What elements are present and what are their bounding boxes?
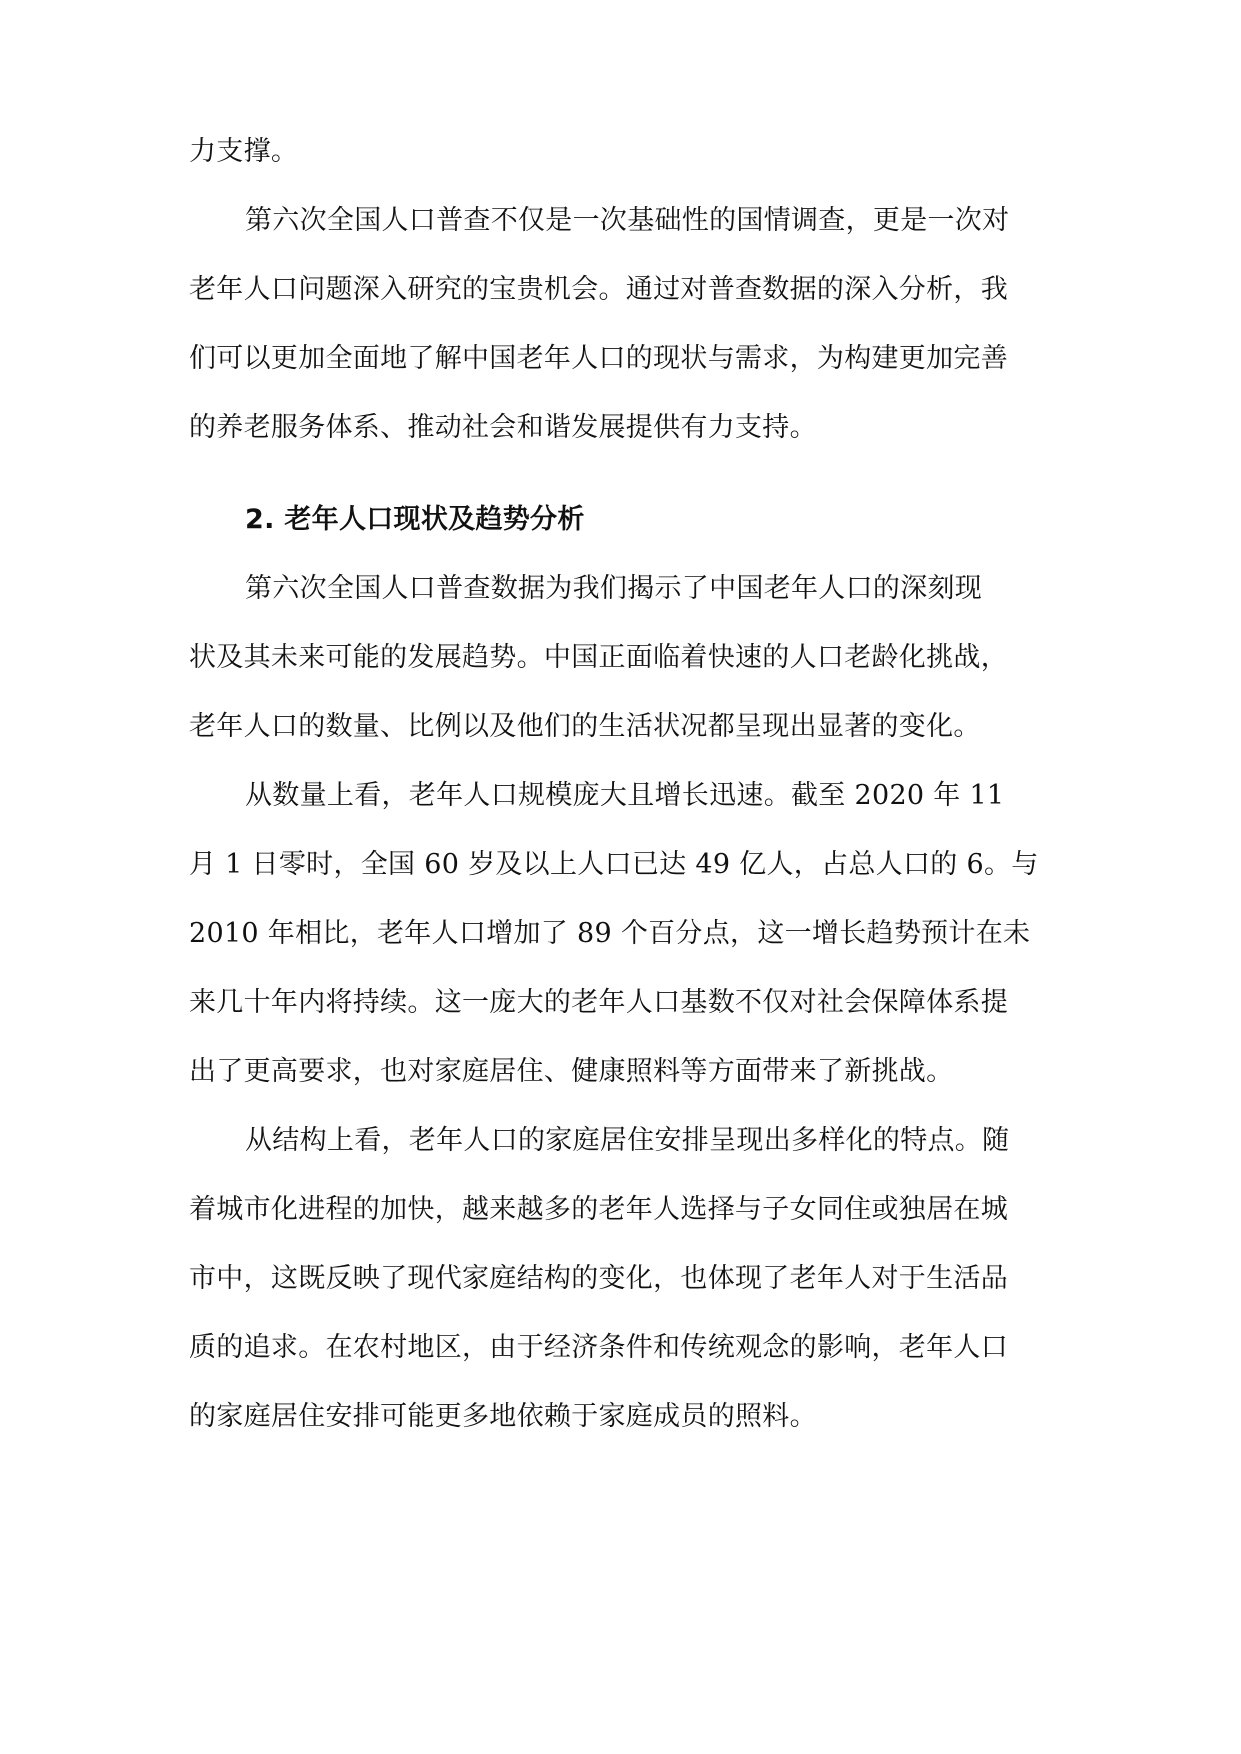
paragraph-line: 老年人口问题深入研究的宝贵机会。通过对普查数据的深入分析，我	[189, 274, 1008, 305]
paragraph-line: 状及其未来可能的发展趋势。中国正面临着快速的人口老龄化挑战，	[189, 642, 1008, 673]
paragraph-line: 的养老服务体系、推动社会和谐发展提供有力支持。	[189, 412, 817, 443]
paragraph-line: 从结构上看，老年人口的家庭居住安排呈现出多样化的特点。随	[245, 1125, 1010, 1156]
section-heading: 2. 老年人口现状及趋势分析	[245, 504, 585, 535]
paragraph-line: 第六次全国人口普查数据为我们揭示了中国老年人口的深刻现	[245, 573, 983, 604]
paragraph-line: 来几十年内将持续。这一庞大的老年人口基数不仅对社会保障体系提	[189, 987, 1008, 1018]
paragraph-line: 着城市化进程的加快，越来越多的老年人选择与子女同住或独居在城	[189, 1194, 1008, 1225]
paragraph-line: 们可以更加全面地了解中国老年人口的现状与需求，为构建更加完善	[189, 343, 1008, 374]
paragraph-line: 质的追求。在农村地区，由于经济条件和传统观念的影响，老年人口	[189, 1332, 1008, 1363]
paragraph-line: 第六次全国人口普查不仅是一次基础性的国情调查，更是一次对	[245, 205, 1010, 236]
paragraph-line: 出了更高要求，也对家庭居住、健康照料等方面带来了新挑战。	[189, 1056, 954, 1087]
paragraph-line: 力支撑。	[189, 136, 299, 167]
paragraph-line: 市中，这既反映了现代家庭结构的变化，也体现了老年人对于生活品	[189, 1263, 1008, 1294]
paragraph-line: 老年人口的数量、比例以及他们的生活状况都呈现出显著的变化。	[189, 711, 981, 742]
paragraph-line: 的家庭居住安排可能更多地依赖于家庭成员的照料。	[189, 1401, 817, 1432]
paragraph-line: 月 1 日零时，全国 60 岁及以上人口已达 49 亿人，占总人口的 6。与	[189, 849, 1039, 880]
paragraph-line: 从数量上看，老年人口规模庞大且增长迅速。截至 2020 年 11	[245, 780, 1005, 811]
paragraph-line: 2010 年相比，老年人口增加了 89 个百分点，这一增长趋势预计在未	[189, 918, 1031, 949]
